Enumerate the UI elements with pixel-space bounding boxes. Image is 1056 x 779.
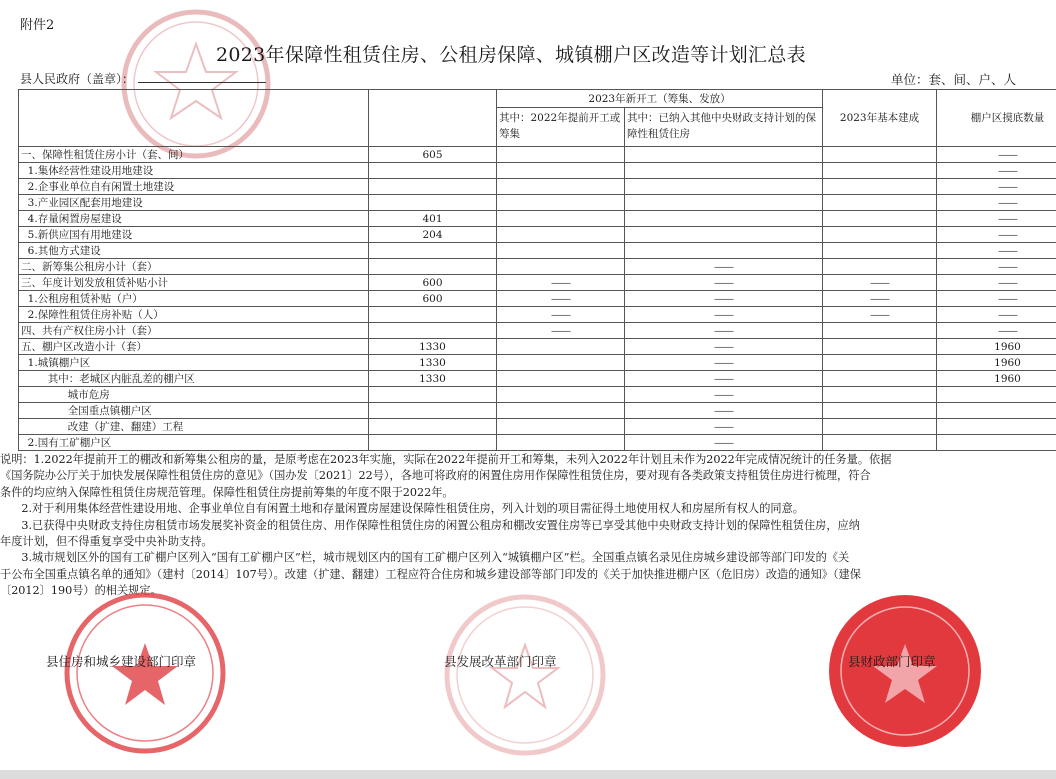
value-sub1 bbox=[497, 243, 625, 259]
value-sub1 bbox=[497, 179, 625, 195]
table-row bbox=[19, 403, 1056, 419]
value-sub2 bbox=[625, 243, 823, 259]
note-line: 《国务院办公厅关于加快发展保障性租赁住房的意见》（国办发〔2021〕22号），各地可将政府的闲置住房用作保障性租赁住房，要对现有各类政策支持租赁住房进行梳理，符合 bbox=[0, 469, 871, 483]
row-label: 4.存量闲置房屋建设 bbox=[19, 211, 369, 227]
value-sub1 bbox=[497, 339, 625, 355]
value-sub1 bbox=[497, 163, 625, 179]
value-shantytown: 1960 bbox=[937, 371, 1056, 387]
row-label: 全国重点镇棚户区 bbox=[19, 403, 369, 419]
row-label: 二、新筹集公租房小计（套） bbox=[19, 259, 369, 275]
value-shantytown: —— bbox=[937, 179, 1056, 195]
value-basic: —— bbox=[823, 275, 937, 291]
value-sub2: —— bbox=[625, 387, 823, 403]
value-basic bbox=[823, 387, 937, 403]
value-new: 600 bbox=[369, 275, 497, 291]
table-row bbox=[19, 275, 1056, 291]
value-sub2: —— bbox=[625, 259, 823, 275]
notes-section bbox=[0, 452, 1056, 600]
value-basic bbox=[823, 371, 937, 387]
finance-department-signature: 县财政部门印章 bbox=[848, 654, 936, 669]
value-sub1: —— bbox=[497, 275, 625, 291]
value-basic bbox=[823, 211, 937, 227]
value-shantytown bbox=[937, 387, 1056, 403]
column-header-sub2: 其中：已纳入其他中央财政支持计划的保障性租赁住房 bbox=[625, 108, 823, 147]
value-basic bbox=[823, 355, 937, 371]
note-line: 3.已获得中央财政支持住房租赁市场发展奖补资金的租赁住房、用作保障性租赁住房的闲置公租房和棚改安置住房等已享受其他中央财政支持计划的保障性租赁住房，应纳 bbox=[0, 518, 860, 532]
value-new bbox=[369, 323, 497, 339]
table-row bbox=[19, 307, 1056, 323]
value-new bbox=[369, 259, 497, 275]
table-row bbox=[19, 387, 1056, 403]
value-shantytown: 1960 bbox=[937, 355, 1056, 371]
value-sub2: —— bbox=[625, 355, 823, 371]
value-basic bbox=[823, 179, 937, 195]
value-basic bbox=[823, 339, 937, 355]
table-row bbox=[19, 355, 1056, 371]
row-label: 其中：老城区内脏乱差的棚户区 bbox=[19, 371, 369, 387]
note-line: 条件的均应纳入保障性租赁住房规范管理。保障性租赁住房提前筹集的年度不限于2022年。 bbox=[0, 485, 454, 499]
row-label: 2.企事业单位自有闲置土地建设 bbox=[19, 179, 369, 195]
value-sub2 bbox=[625, 227, 823, 243]
page-title: 2023年保障性租赁住房、公租房保障、城镇棚户区改造等计划汇总表 bbox=[216, 44, 806, 66]
value-sub1 bbox=[497, 419, 625, 435]
row-label: 1.集体经营性建设用地建设 bbox=[19, 163, 369, 179]
note-line: 年度计划，但不得重复享受中央补助支持。 bbox=[0, 535, 213, 549]
value-sub1 bbox=[497, 387, 625, 403]
bottom-scrollbar-strip bbox=[0, 770, 1056, 779]
value-new bbox=[369, 243, 497, 259]
value-new bbox=[369, 163, 497, 179]
value-sub1: —— bbox=[497, 323, 625, 339]
value-sub2: —— bbox=[625, 275, 823, 291]
header-blank-cell bbox=[369, 90, 497, 147]
housing-department-signature: 县住房和城乡建设部门印章 bbox=[46, 654, 197, 669]
value-sub1 bbox=[497, 147, 625, 163]
plan-summary-table bbox=[18, 89, 1056, 451]
row-label: 3.产业园区配套用地建设 bbox=[19, 195, 369, 211]
value-new: 204 bbox=[369, 227, 497, 243]
value-new: 600 bbox=[369, 291, 497, 307]
row-label: 三、年度计划发放租赁补贴小计 bbox=[19, 275, 369, 291]
table-row bbox=[19, 323, 1056, 339]
housing-department-seal bbox=[60, 588, 230, 758]
table-row bbox=[19, 259, 1056, 275]
value-basic bbox=[823, 403, 937, 419]
value-sub2: —— bbox=[625, 435, 823, 451]
table-row bbox=[19, 147, 1056, 163]
value-shantytown: —— bbox=[937, 275, 1056, 291]
value-basic bbox=[823, 435, 937, 451]
value-sub2 bbox=[625, 195, 823, 211]
value-shantytown: —— bbox=[937, 259, 1056, 275]
value-sub2: —— bbox=[625, 323, 823, 339]
value-sub2: —— bbox=[625, 371, 823, 387]
value-new bbox=[369, 307, 497, 323]
value-shantytown: —— bbox=[937, 163, 1056, 179]
value-basic bbox=[823, 323, 937, 339]
value-sub1 bbox=[497, 355, 625, 371]
note-line: 〔2012〕190号）的相关规定。 bbox=[0, 584, 162, 598]
county-stamp-label bbox=[20, 70, 266, 87]
value-sub1 bbox=[497, 227, 625, 243]
value-sub2 bbox=[625, 147, 823, 163]
row-label: 6.其他方式建设 bbox=[19, 243, 369, 259]
value-new: 1330 bbox=[369, 339, 497, 355]
table-row bbox=[19, 211, 1056, 227]
attachment-label: 附件2 bbox=[20, 18, 55, 33]
row-label: 四、共有产权住房小计（套） bbox=[19, 323, 369, 339]
value-sub2 bbox=[625, 163, 823, 179]
value-new: 605 bbox=[369, 147, 497, 163]
note-line: 3.城市规划区外的国有工矿棚户区列入“国有工矿棚户区”栏，城市规划区内的国有工矿棚户区列入“城镇棚户区”栏。全国重点镇名录见住房城乡建设部等部门印发的《关 bbox=[0, 551, 850, 565]
row-label: 城市危房 bbox=[19, 387, 369, 403]
finance-department-seal bbox=[820, 586, 990, 756]
column-header-shantytown: 棚户区摸底数量 bbox=[937, 90, 1056, 147]
value-shantytown: —— bbox=[937, 291, 1056, 307]
development-department-signature: 县发展改革部门印章 bbox=[444, 654, 557, 669]
table-row bbox=[19, 339, 1056, 355]
row-label: 五、棚户区改造小计（套） bbox=[19, 339, 369, 355]
value-sub2: —— bbox=[625, 419, 823, 435]
row-label: 1.城镇棚户区 bbox=[19, 355, 369, 371]
table-row bbox=[19, 227, 1056, 243]
row-label: 2.保障性租赁住房补贴（人） bbox=[19, 307, 369, 323]
table-row bbox=[19, 243, 1056, 259]
value-shantytown: —— bbox=[937, 211, 1056, 227]
column-header-basic: 2023年基本建成 bbox=[823, 90, 937, 147]
value-sub2: —— bbox=[625, 339, 823, 355]
table-row bbox=[19, 291, 1056, 307]
table-row bbox=[19, 179, 1056, 195]
value-sub2 bbox=[625, 179, 823, 195]
value-sub1 bbox=[497, 435, 625, 451]
value-sub2 bbox=[625, 211, 823, 227]
value-sub2: —— bbox=[625, 403, 823, 419]
value-new bbox=[369, 179, 497, 195]
signature-line bbox=[138, 72, 266, 83]
value-shantytown bbox=[937, 419, 1056, 435]
value-new bbox=[369, 419, 497, 435]
row-label: 2.国有工矿棚户区 bbox=[19, 435, 369, 451]
value-sub1 bbox=[497, 403, 625, 419]
table-row bbox=[19, 435, 1056, 451]
unit-label: 单位：套、间、户、人 bbox=[890, 72, 1016, 87]
value-shantytown: —— bbox=[937, 243, 1056, 259]
value-shantytown: —— bbox=[937, 323, 1056, 339]
value-new bbox=[369, 195, 497, 211]
value-sub1: —— bbox=[497, 291, 625, 307]
column-group-header: 2023年新开工（筹集、发放） bbox=[497, 90, 823, 108]
value-new bbox=[369, 387, 497, 403]
value-basic bbox=[823, 259, 937, 275]
table-row bbox=[19, 195, 1056, 211]
value-sub2: —— bbox=[625, 307, 823, 323]
value-basic: —— bbox=[823, 291, 937, 307]
row-label: 5.新供应国有用地建设 bbox=[19, 227, 369, 243]
county-label-text: 县人民政府（盖章）： bbox=[20, 72, 135, 86]
header-blank-cell bbox=[19, 90, 369, 147]
value-basic bbox=[823, 243, 937, 259]
value-new: 1330 bbox=[369, 355, 497, 371]
column-header-sub1: 其中：2022年提前开工或筹集 bbox=[497, 108, 625, 147]
value-shantytown: —— bbox=[937, 195, 1056, 211]
table-row bbox=[19, 163, 1056, 179]
value-basic bbox=[823, 195, 937, 211]
row-label: 一、保障性租赁住房小计（套、间） bbox=[19, 147, 369, 163]
value-shantytown: —— bbox=[937, 227, 1056, 243]
value-shantytown bbox=[937, 403, 1056, 419]
value-sub1 bbox=[497, 371, 625, 387]
table-row bbox=[19, 371, 1056, 387]
value-new bbox=[369, 435, 497, 451]
value-sub1 bbox=[497, 195, 625, 211]
value-sub2: —— bbox=[625, 291, 823, 307]
value-new: 1330 bbox=[369, 371, 497, 387]
row-label: 1.公租房租赁补贴（户） bbox=[19, 291, 369, 307]
value-basic bbox=[823, 227, 937, 243]
value-new: 401 bbox=[369, 211, 497, 227]
development-department-seal bbox=[440, 590, 610, 760]
value-shantytown bbox=[937, 435, 1056, 451]
value-basic bbox=[823, 147, 937, 163]
value-sub1 bbox=[497, 259, 625, 275]
value-sub1: —— bbox=[497, 307, 625, 323]
note-line: 说明：1.2022年提前开工的棚改和新筹集公租房的量，是原考虑在2023年实施，实际在2022年提前开工和筹集，未列入2022年计划且未作为2022年完成情况统计的任务量。依据 bbox=[0, 453, 892, 466]
value-shantytown: —— bbox=[937, 147, 1056, 163]
row-label: 改建（扩建、翻建）工程 bbox=[19, 419, 369, 435]
table-row bbox=[19, 419, 1056, 435]
value-sub1 bbox=[497, 211, 625, 227]
value-shantytown: 1960 bbox=[937, 339, 1056, 355]
value-shantytown: —— bbox=[937, 307, 1056, 323]
value-basic: —— bbox=[823, 307, 937, 323]
value-basic bbox=[823, 419, 937, 435]
value-new bbox=[369, 403, 497, 419]
note-line: 2.对于利用集体经营性建设用地、企事业单位自有闲置土地和存量闲置房屋建设保障性租赁住房，列入计划的项目需征得土地使用权人和房屋所有权人的同意。 bbox=[0, 502, 804, 516]
value-basic bbox=[823, 163, 937, 179]
note-line: 于公布全国重点镇名单的通知》（建村〔2014〕107号）。改建（扩建、翻建）工程应符合住房和城乡建设部等部门印发的《关于加快推进棚户区（危旧房）改造的通知》（建保 bbox=[0, 567, 861, 581]
